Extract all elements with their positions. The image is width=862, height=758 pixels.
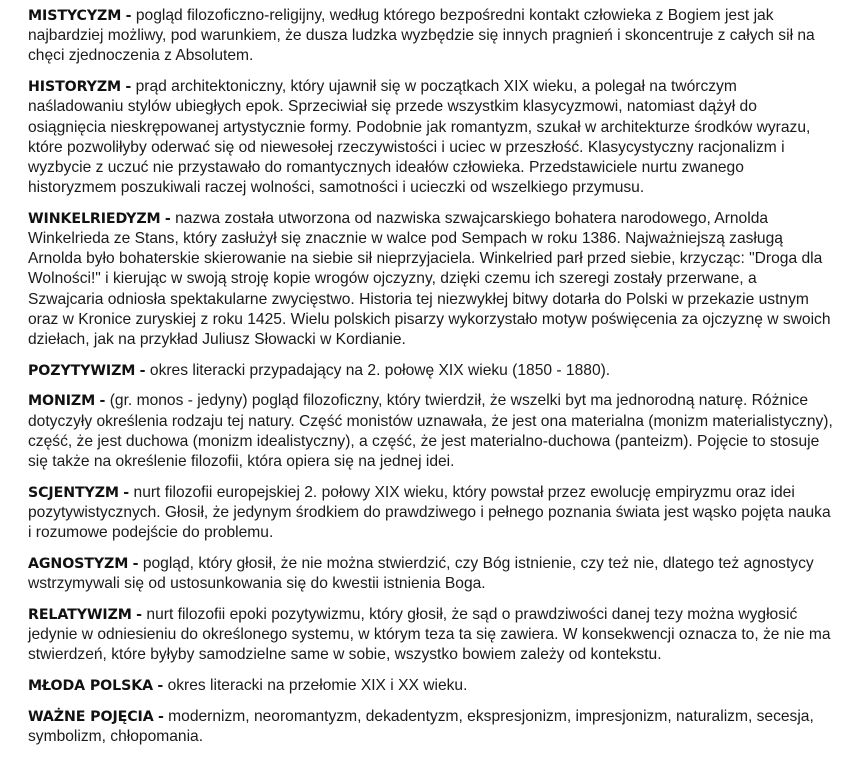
term: RELATYWIZM bbox=[28, 606, 132, 623]
definition: okres literacki na przełomie XIX i XX wieku. bbox=[167, 676, 468, 694]
entry-pozytywizm bbox=[28, 361, 836, 381]
definition: modernizm, neoromantyzm, dekadentyzm, ekspresjonizm, impresjonizm, naturalizm, secesja, symbolizm, chłopomania. bbox=[28, 707, 814, 745]
entry-scjentyzm bbox=[28, 483, 836, 544]
definition: pogląd, który głosił, że nie można stwierdzić, czy Bóg istnienie, czy też nie, dlatego też agnostycy wstrzymywali się od ustosunkowania się do kwestii istnienia Boga. bbox=[28, 554, 814, 593]
separator: - bbox=[139, 362, 146, 379]
term: SCJENTYZM bbox=[28, 484, 119, 501]
definition: okres literacki przypadający na 2. połowę XIX wieku (1850 - 1880). bbox=[149, 361, 611, 379]
definition: pogląd filozoficzno-religijny, według którego bezpośredni kontakt człowieka z Bogiem jest jak najbardziej możliwy, pod warunkiem, że dusza ludzka wyzbędzie się innych pragnień i skoncentruje z całych sił na chęci zjednoczenia z Absolutem. bbox=[28, 7, 815, 65]
separator: - bbox=[125, 8, 132, 24]
entry-wazne-pojecia bbox=[28, 707, 836, 747]
term: MONIZM bbox=[28, 393, 96, 410]
separator: - bbox=[157, 708, 164, 725]
definition: nurt filozofii epoki pozytywizmu, który głosił, że sąd o prawdziwości danej tezy można wygłosić jedynie w odniesieniu do określonego systemu, w którym teza ta się zawiera. W konsekwencji oznacza to, że nie ma stwierdzeń, które byłyby samodzielne same w sobie, wszystko bowiem zależy od kontekstu. bbox=[28, 605, 831, 664]
definition: (gr. monos - jedyny) pogląd filozoficzny, który twierdził, że wszelki byt ma jednorodną naturę. Różnice dotyczyły określenia rodzaju tej natury. Część monistów uznawała, że jest ona materialna (monizm materialistyczny), część, że jest duchowa (monizm idealistyczny), a część, że jest materialno-duchowa (panteizm). Pojęcie to stosuje się także na określenie filozofii, która opiera się na jednej idei. bbox=[28, 392, 833, 471]
separator: - bbox=[157, 677, 164, 694]
term: WINKELRIEDYZM bbox=[28, 210, 161, 227]
entry-monizm bbox=[28, 391, 836, 472]
term: MISTYCYZM bbox=[28, 8, 122, 24]
entry-mistycyzm bbox=[28, 6, 836, 67]
entry-relatywizm bbox=[28, 605, 836, 666]
term: HISTORYZM bbox=[28, 79, 122, 96]
entry-agnostyzm bbox=[28, 554, 836, 594]
term: MŁODA POLSKA bbox=[28, 677, 153, 694]
entry-winkelriedyzm bbox=[28, 209, 836, 350]
definition: prąd architektoniczny, który ujawnił się w początkach XIX wieku, a polegał na twórczym naśladowaniu stylów ubiegłych epok. Sprzeciwiał się przede wszystkim klasycyzmowi, natomiast dążył do osiągnięcia nieskrępowanej artystycznie formy. Podobnie jak romantyzm, szukał w architekturze środków wyrazu, które pozwoliłyby oderwać się od niewesołej rzeczywistości i uciec w przeszłość. Klasycystyczny racjonalizm i wyzbycie z uczuć nie przystawało do romantycznych ideałów człowieka. Przedstawiciele nurtu zwanego historyzmem poszukiwali raczej wolności, samotności i ucieczki od wszelkiego przymusu. bbox=[28, 78, 811, 197]
term: POZYTYWIZM bbox=[28, 362, 136, 379]
definition: nazwa została utworzona od nazwiska szwajcarskiego bohatera narodowego, Arnolda Winkelrieda ze Stans, który zasłużył się znacznie w walce pod Sempach w roku 1386. Najważniejszą zasługą Arnolda było bohaterskie skierowanie na siebie sił nieprzyjaciela. Winkelried parł przed siebie, krzycząc: "Droga dla Wolności!" i kierując w swoją stroję kopie wrogów ojczyzny, dzięki czemu ich szeregi zostały przerwane, a Szwajcaria odniosła spektakularne zwycięstwo. Historia tej niezwykłej bitwy dotarła do Polski w przekazie ustnym oraz w Kronice zuryskiej z roku 1425. Wielu polskich pisarzy wykorzystało motyw poświęcenia za ojczyznę w swoich dziełach, jak na przykład Juliusz Słowacki w Kordianie. bbox=[28, 209, 831, 349]
term: AGNOSTYZM bbox=[28, 555, 129, 572]
term: WAŻNE POJĘCIA bbox=[28, 708, 154, 725]
entry-historyzm bbox=[28, 77, 836, 198]
separator: - bbox=[125, 79, 132, 96]
separator: - bbox=[132, 555, 139, 572]
separator: - bbox=[136, 606, 143, 623]
separator: - bbox=[123, 484, 130, 501]
separator: - bbox=[164, 210, 171, 227]
entry-mloda-polska bbox=[28, 676, 836, 696]
separator: - bbox=[99, 393, 106, 410]
definition: nurt filozofii europejskiej 2. połowy XIX wieku, który powstał przez ewolucję empiryzmu oraz idei pozytywistycznych. Głosił, że jedynym środkiem do prawdziwego i pełnego poznania świata jest wąsko pojęta nauka i rozumowe podejście do problemu. bbox=[28, 483, 831, 542]
glossary-document bbox=[28, 6, 836, 758]
